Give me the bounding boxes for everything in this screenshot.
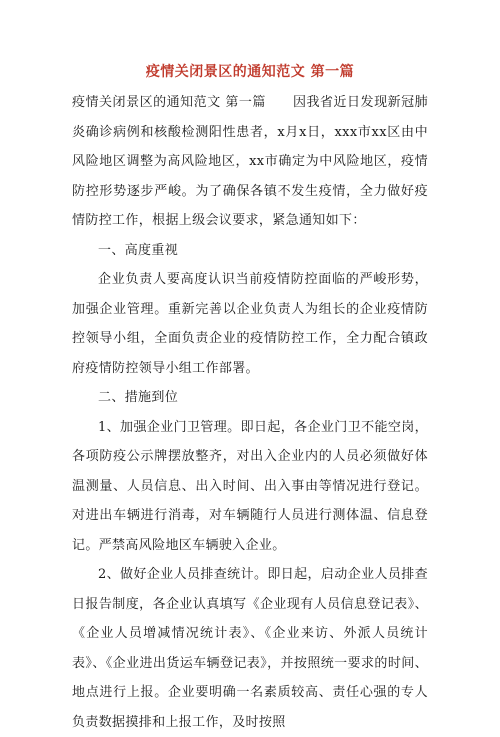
measure-1-paragraph: 1、加强企业门卫管理。即日起，各企业门卫不能空岗，各项防疫公示牌摆放整齐，对出入企业内的人员必须做好体温测量、人员信息、出入时间、出入事由等情况进行登记。对进出车辆进行消毒，对车辆随行人员进行测体温、信息登记。严禁高风险地区车辆驶入企业。 (72, 419, 428, 553)
document-title: 疫情关闭景区的通知范文 第一篇 (145, 64, 355, 80)
section-1-paragraph: 企业负责人要高度认识当前疫情防控面临的严峻形势，加强企业管理。重新完善以企业负责人为组长的企业疫情防控领导小组，全面负责企业的疫情防控工作，全力配合镇政府疫情防控领导小组工作部署。 (72, 272, 428, 376)
intro-paragraph: 疫情关闭景区的通知范文 第一篇 因我省近日发现新冠肺炎确诊病例和核酸检测阳性患者，x月x日，xxx市xx区由中风险地区调整为高风险地区，xx市确定为中风险地区，疫情防控形势逐步严峻。为了确保各镇不发生疫情，全力做好疫情防控工作，根据上级会议要求，紧急通知如下： (72, 95, 428, 228)
section-heading-1: 一、高度重视 (98, 242, 179, 258)
section-heading-2: 二、措施到位 (98, 390, 179, 405)
measure-2-paragraph: 2、做好企业人员排查统计。即日起，启动企业人员排查日报告制度，各企业认真填写《企业现有人员信息登记表》、《企业人员增减情况统计表》、《企业来访、外派人员统计表》、《企业进出货运车辆登记表》，并按照统一要求的时间、地点进行上报。企业要明确一名素质较高、责任心强的专人负责数据摸排和上报工作，及时按照 (72, 567, 428, 730)
